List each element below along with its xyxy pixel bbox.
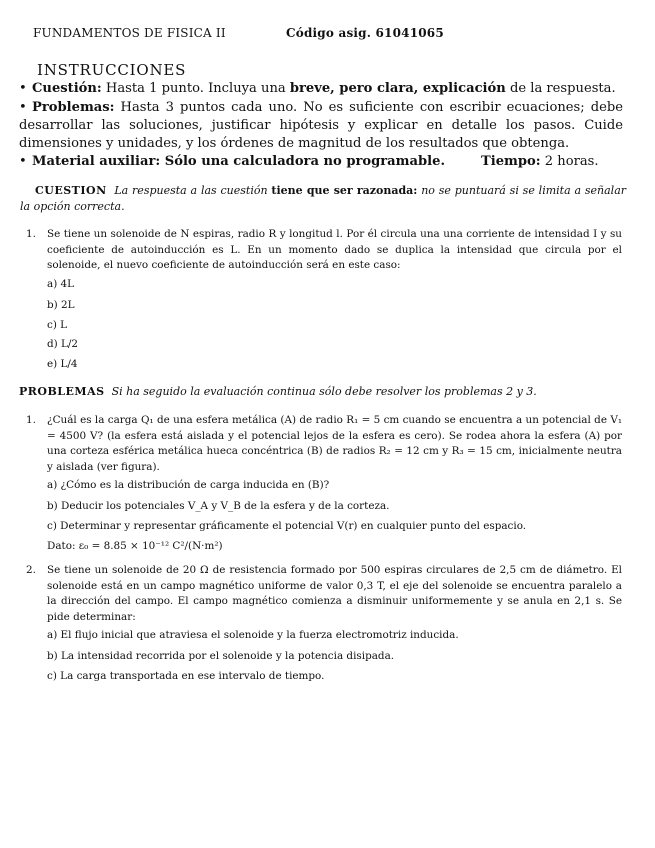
- cuestion-note-bold: tiene que ser razonada:: [271, 184, 418, 197]
- problemas-section-header: [19, 384, 625, 400]
- option-c: c) L: [47, 319, 68, 331]
- problemas-label: Problemas:: [32, 100, 115, 115]
- cuestion-text: Hasta 1 punto. Incluya una: [101, 81, 290, 96]
- cuestion-note: La respuesta a las cuestión: [114, 184, 272, 197]
- cuestion-emphasis: breve, pero clara, explicación: [289, 81, 506, 96]
- problema-1-b: b) Deducir los potenciales V_A y V_B de la esfera y de la corteza.: [47, 500, 390, 512]
- cuestion-text-end: de la respuesta.: [505, 81, 616, 96]
- problem-text: ¿Cuál es la carga Q₁ de una esfera metálica (A) de radio R₁ = 5 cm cuando se encuentra a un potencial de V₁ = 4500 V? (la esfera está aislada y el potencial lejos de la esfera es cero). Se rodea ahora la esfera (A) por una corteza esférica metálica hueca concéntrica (B) de radios R₂ = 12 cm y R₃ = 15 cm, inicialmente neutra y aislada (ver figura).: [47, 414, 622, 473]
- problema-2-a: a) El flujo inicial que atraviesa el solenoide y la fuerza electromotriz inducida.: [47, 629, 459, 641]
- tiempo-label: Tiempo:: [481, 154, 541, 169]
- course-title: FUNDAMENTOS DE FISICA II: [33, 26, 226, 40]
- problemas-note: Si ha seguido la evaluación continua sólo debe resolver los problemas 2 y 3.: [111, 385, 537, 398]
- question-text: Se tiene un solenoide de N espiras, radio R y longitud l. Por él circula una una corriente de intensidad I y su coeficiente de autoinducción es L. En un momento dado se duplica la intensidad que circula por el solenoide, el nuevo coeficiente de autoinducción será en este caso:: [47, 228, 622, 271]
- instructions-title: INSTRUCCIONES: [37, 61, 187, 79]
- problema-2-c: c) La carga transportada en ese intervalo de tiempo.: [47, 670, 325, 682]
- problema-1-dato: Dato: ε₀ = 8.85 × 10⁻¹² C²/(N·m²): [47, 540, 223, 552]
- course-code: Código asig. 61041065: [286, 26, 444, 40]
- option-d: d) L/2: [47, 338, 79, 350]
- bullet-icon: •: [19, 81, 27, 96]
- bullet-icon: •: [19, 100, 27, 115]
- exam-header: [33, 26, 444, 40]
- problema-2-b: b) La intensidad recorrida por el solenoide y la potencia disipada.: [47, 650, 395, 662]
- instruction-cuestion: [19, 80, 623, 98]
- instruction-problemas: [19, 99, 623, 153]
- problemas-heading: PROBLEMAS: [19, 385, 105, 398]
- tiempo: [481, 153, 599, 171]
- cuestion-section-header: [20, 183, 626, 214]
- problem-number: 2.: [26, 564, 36, 576]
- cuestion-note-end: no se puntuará si se limita a señalar la opción correcta.: [20, 184, 627, 213]
- problem-number: 1.: [26, 414, 36, 426]
- question-number: 1.: [26, 228, 36, 240]
- option-a: a) 4L: [47, 278, 75, 290]
- instruction-material: [19, 153, 623, 171]
- cuestion-heading: CUESTION: [35, 184, 107, 197]
- problema-1-c: c) Determinar y representar gráficamente el potencial V(r) en cualquier punto del espacio.: [47, 520, 527, 532]
- cuestion-label: Cuestión:: [32, 81, 102, 96]
- option-b: b) 2L: [47, 299, 75, 311]
- problema-1-a: a) ¿Cómo es la distribución de carga inducida en (B)?: [47, 479, 330, 491]
- bullet-icon: •: [19, 154, 27, 169]
- option-e: e) L/4: [47, 358, 78, 370]
- material-label: Material auxiliar: Sólo una calculadora no programable.: [32, 154, 445, 169]
- tiempo-value: 2 horas.: [540, 154, 599, 169]
- problem-text: Se tiene un solenoide de 20 Ω de resistencia formado por 500 espiras circulares de 2,5 cm de diámetro. El solenoide está en un campo magnético uniforme de valor 0,3 T, el eje del solenoide se encuentra paralelo a la dirección del campo. El campo magnético comienza a disminuir uniformemente y se anula en 2,1 s. Se pide determinar:: [47, 564, 622, 623]
- cuestion-1: [26, 227, 622, 274]
- problema-2: [26, 563, 622, 625]
- problemas-text: Hasta 3 puntos cada uno. No es suficiente con escribir ecuaciones; debe desarrollar las soluciones, justificar hipótesis y explicar en detalle los pasos. Cuide dimensiones y unidades, y los órdenes de magnitud de los resultados que obtenga.: [19, 100, 623, 151]
- problema-1: [26, 413, 622, 475]
